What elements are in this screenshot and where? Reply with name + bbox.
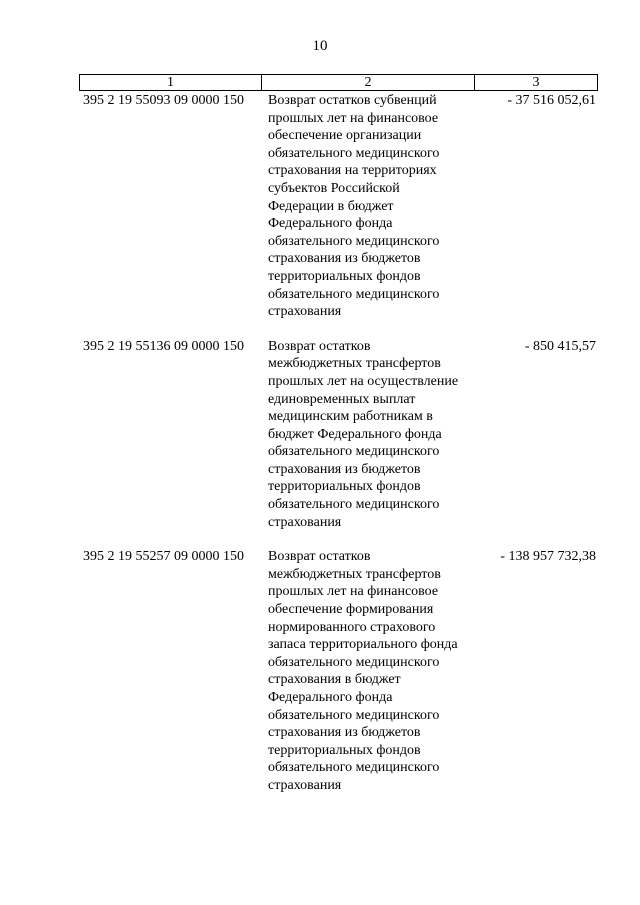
header-column-3: 3 bbox=[532, 75, 540, 90]
description-line: страхования в бюджет bbox=[268, 672, 401, 688]
description-line: территориальных фондов bbox=[268, 742, 421, 758]
budget-code: 395 2 19 55136 09 0000 150 bbox=[83, 338, 244, 354]
row-description bbox=[261, 338, 474, 532]
description-line: страхования на территориях bbox=[268, 163, 437, 179]
description-line: нормированного страхового bbox=[268, 619, 436, 635]
description-line: обязательного медицинского bbox=[268, 497, 440, 513]
description-line: обязательного медицинского bbox=[268, 654, 440, 670]
description-line: обязательного медицинского bbox=[268, 707, 440, 723]
table-row bbox=[79, 338, 598, 532]
description-line: субъектов Российской bbox=[268, 180, 400, 196]
description-line: межбюджетных трансфертов bbox=[268, 356, 441, 372]
table-body bbox=[79, 92, 598, 812]
description-line: Федерального фонда bbox=[268, 690, 393, 705]
description-line: бюджет Федерального фонда bbox=[268, 426, 442, 442]
page-number: 10 bbox=[312, 38, 328, 54]
description-line: обязательного медицинского bbox=[268, 444, 440, 460]
table-row bbox=[79, 548, 598, 794]
description-line: территориальных фондов bbox=[268, 479, 421, 495]
table-header bbox=[79, 74, 598, 91]
table-row bbox=[79, 92, 598, 321]
description-line: обязательного медицинского bbox=[268, 233, 440, 249]
row-description bbox=[261, 92, 474, 321]
description-line: страхования из бюджетов bbox=[268, 251, 421, 267]
description-line: Возврат остатков субвенций bbox=[268, 93, 437, 108]
budget-code: 395 2 19 55257 09 0000 150 bbox=[83, 549, 244, 565]
description-line: обеспечение организации bbox=[268, 128, 422, 144]
header-column-1: 1 bbox=[80, 75, 262, 90]
amount-value: - 37 516 052,61 bbox=[507, 93, 596, 108]
description-line: обязательного медицинского bbox=[268, 286, 440, 302]
description-line: медицинским работникам в bbox=[268, 409, 433, 425]
budget-code: 395 2 19 55093 09 0000 150 bbox=[83, 93, 244, 108]
description-line: прошлых лет на финансовое bbox=[268, 110, 439, 126]
description-line: межбюджетных трансфертов bbox=[268, 566, 441, 582]
description-line: Возврат остатков bbox=[268, 549, 371, 565]
description-line: страхования bbox=[268, 304, 342, 320]
description-line: страхования из бюджетов bbox=[268, 725, 421, 741]
description-line: территориальных фондов bbox=[268, 268, 421, 284]
description-line: обязательного медицинского bbox=[268, 145, 440, 161]
description-line: страхования из бюджетов bbox=[268, 461, 421, 477]
amount-value: - 850 415,57 bbox=[524, 338, 596, 354]
description-line: страхования bbox=[268, 777, 342, 793]
description-line: обязательного медицинского bbox=[268, 760, 440, 776]
description-line: единовременных выплат bbox=[268, 391, 416, 407]
description-line: страхования bbox=[268, 514, 342, 530]
description-line: прошлых лет на осуществление bbox=[268, 373, 459, 389]
description-line: Федерального фонда bbox=[268, 216, 393, 232]
row-description bbox=[261, 548, 474, 794]
description-line: Возврат остатков bbox=[268, 338, 371, 354]
description-line: обеспечение формирования bbox=[268, 602, 434, 618]
header-column-2: 2 bbox=[262, 75, 475, 90]
description-line: прошлых лет на финансовое bbox=[268, 584, 439, 600]
amount-value: - 138 957 732,38 bbox=[500, 549, 596, 565]
description-line: запаса территориального фонда bbox=[268, 637, 458, 653]
description-line: Федерации в бюджет bbox=[268, 198, 394, 214]
